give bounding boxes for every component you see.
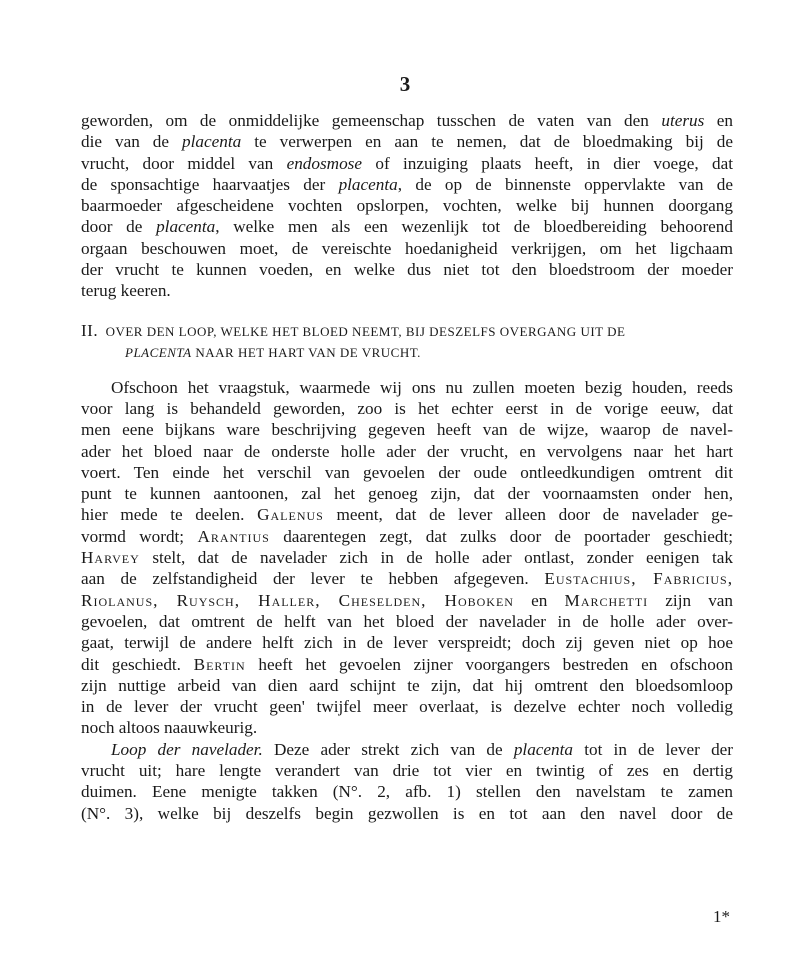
author-name: Galenus: [257, 505, 324, 525]
text-line: door de placenta, welke men als een wezenlijk tot de bloedbereiding behoorend: [81, 217, 733, 237]
text-line: in de lever der vrucht geen' twijfel meer overlaat, is dezelve echter noch volledig: [81, 697, 733, 717]
text-line: Harvey stelt, dat de navelader zich in de holle ader ontlast, zonder eenigen tak: [81, 548, 734, 568]
text-line: duimen. Eene menigte takken (N°. 2, afb. 1) stellen den navelstam te zamen: [81, 782, 733, 802]
author-name: Riolanus, Ruysch, Haller, Cheselden, Hoboken: [81, 590, 514, 610]
text-line: die van de placenta te verwerpen en aan te nemen, dat de bloedmaking bij de: [81, 132, 733, 152]
text-line: voor lang is behandeld geworden, zoo is het echter eerst in de vorige eeuw, dat: [81, 398, 733, 418]
text-line: zijn nuttige arbeid van dien aard schijnt te zijn, dat hij omtrent den bloedsomloop: [81, 675, 733, 695]
text-line: der vrucht te kunnen voeden, en welke dus niet tot den bloedstroom der moeder: [81, 260, 733, 280]
heading-line: II. OVER DEN LOOP, WELKE HET BLOED NEEMT, BIJ DESZELFS OVERGANG UIT DE: [81, 320, 626, 340]
section-number: II.: [81, 320, 99, 340]
body-text: [81, 110, 733, 824]
text-line: hier mede te deelen. Galenus meent, dat de lever alleen door de navelader ge-: [81, 505, 734, 525]
author-name: Marchetti: [564, 590, 649, 610]
text-line: dit geschiedt. Bertin heeft het gevoelen zijner voorgangers bestreden en ofschoon: [81, 654, 734, 674]
text-line: vormd wordt; Arantius daarentegen zegt, dat zulks door de poortader geschiedt;: [81, 526, 734, 546]
text-line: Loop der navelader. Deze ader strekt zich van de placenta tot in de lever der: [111, 739, 734, 759]
text-line: orgaan beschouwen moet, de vereischte hoedanigheid verkrijgen, om het ligchaam: [81, 238, 733, 258]
text-line: vrucht, door middel van endosmose of inzuiging plaats heeft, in dier voege, dat: [81, 153, 734, 173]
heading-line: PLACENTA NAAR HET HART VAN DE VRUCHT.: [125, 344, 421, 360]
text-line: de sponsachtige haarvaatjes der placenta, de op de binnenste oppervlakte van de: [81, 174, 734, 194]
text-line: men eene bijkans ware beschrijving gegeven heeft van de wijze, waarop de navel-: [81, 420, 733, 440]
text-line: vrucht uit; hare lengte verandert van drie tot vier en twintig of zes en dertig: [81, 761, 733, 781]
text-line: gaat, terwijl de andere helft zich in de lever verspreidt; doch zij geven niet op hoe: [81, 633, 733, 653]
text-line: gevoelen, dat omtrent de helft van het bloed der navelader in de holle ader over-: [81, 611, 733, 631]
text-line: baarmoeder afgescheidene vochten opslorpen, vochten, welke bij hunnen doorgang: [81, 196, 733, 216]
text-line: aan de zelfstandigheid der lever te hebben afgegeven. Eustachius, Fabricius,: [81, 569, 734, 589]
text-line: Ofschoon het vraagstuk, waarmede wij ons nu zullen moeten bezig houden, reeds: [111, 377, 733, 397]
author-name: Arantius: [197, 526, 270, 546]
section-heading: [81, 320, 733, 363]
text-line: punt te kunnen aantoonen, zal het genoeg zijn, dat der voornaamsten onder hen,: [81, 484, 733, 504]
text-line: geworden, om de onmiddelijke gemeenschap tusschen de vaten van den uterus en: [81, 111, 734, 130]
page-number: 3: [399, 72, 411, 96]
text-line: terug keeren.: [81, 281, 171, 301]
author-name: Harvey: [81, 548, 140, 568]
author-name: Eustachius, Fabricius,: [544, 569, 734, 589]
text-line: ader het bloed naar de onderste holle ader der vrucht, en vervolgens naar het hart: [81, 441, 733, 461]
text-line: voert. Ten einde het verschil van gevoelen der oude ontleedkundigen omtrent dit: [81, 462, 733, 482]
subsection-title: Loop der navelader.: [111, 739, 263, 759]
text-line: noch altoos naauwkeurig.: [81, 718, 258, 738]
text-line: (N°. 3), welke bij deszelfs begin gezwollen is en tot aan den navel door de: [81, 803, 733, 823]
signature-mark: 1*: [713, 907, 730, 926]
paragraph-3: [81, 739, 733, 824]
author-name: Bertin: [193, 654, 246, 674]
paragraph-1: [81, 110, 733, 302]
paragraph-2: [81, 377, 733, 739]
text-line: Riolanus, Ruysch, Haller, Cheselden, Hoboken en Marchetti zijn van: [81, 590, 734, 610]
